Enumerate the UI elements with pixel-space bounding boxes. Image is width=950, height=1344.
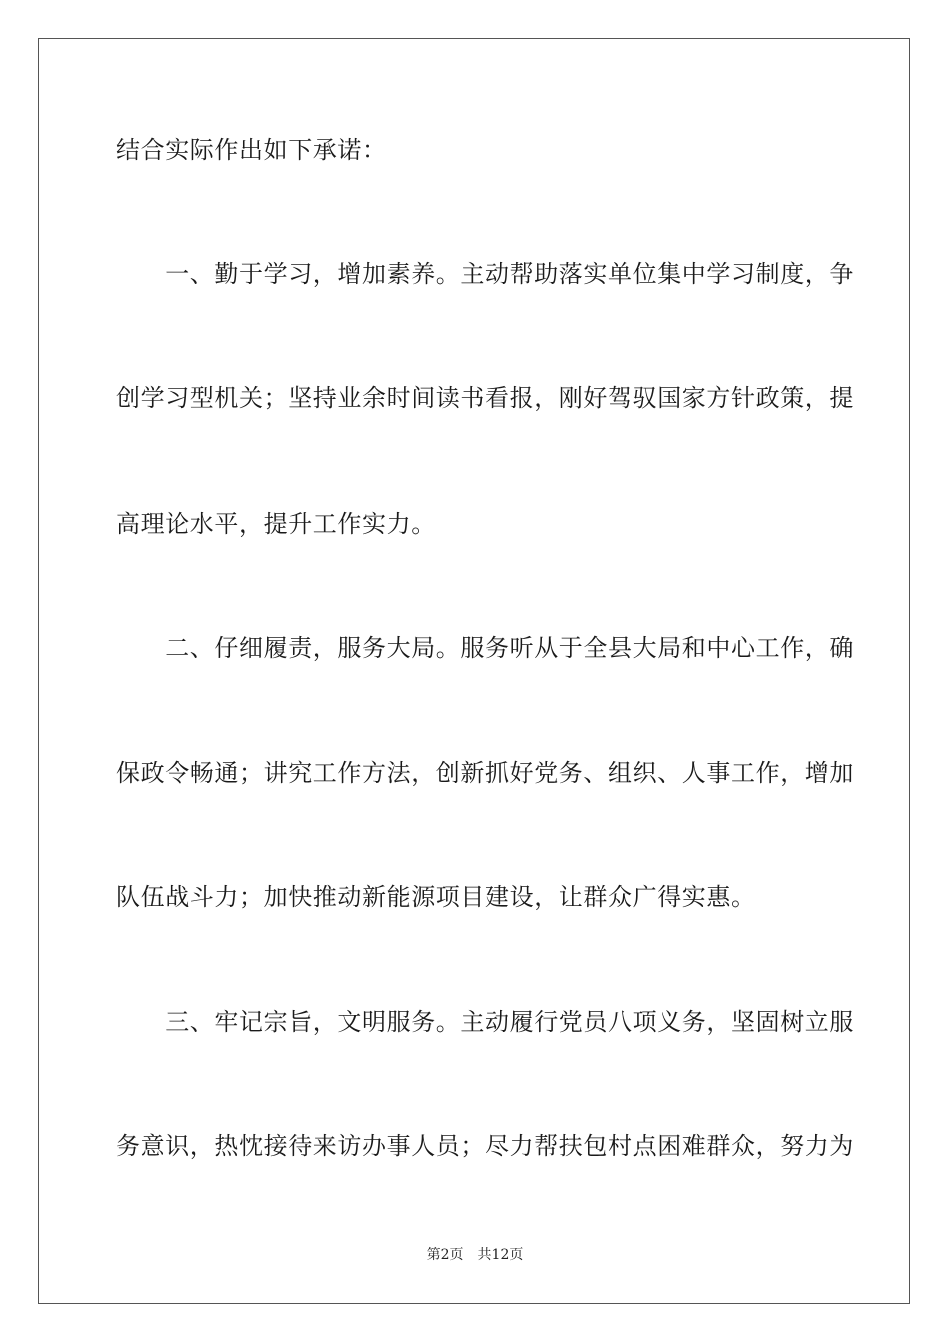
page-total: 共12页 (477, 1247, 524, 1263)
text-line: 三、牢记宗旨，文明服务。主动履行党员八项义务，坚固树立服 (116, 1008, 854, 1036)
text-line: 务意识，热忱接待来访办事人员；尽力帮扶包村点困难群众，努力为 (116, 1132, 854, 1160)
text-line: 二、仔细履责，服务大局。服务听从于全县大局和中心工作，确 (116, 634, 854, 662)
text-line: 保政令畅通；讲究工作方法，创新抓好党务、组织、人事工作，增加 (116, 759, 854, 787)
text-line: 创学习型机关；坚持业余时间读书看报，刚好驾驭国家方针政策，提 (116, 384, 854, 412)
text-line: 高理论水平，提升工作实力。 (116, 510, 436, 538)
page-number: 第2页 (426, 1247, 464, 1263)
text-line: 结合实际作出如下承诺： (116, 136, 387, 164)
text-line: 一、勤于学习，增加素养。主动帮助落实单位集中学习制度，争 (116, 260, 854, 288)
text-line: 队伍战斗力；加快推动新能源项目建设，让群众广得实惠。 (116, 883, 756, 911)
page-footer (0, 1246, 950, 1264)
page-border (38, 38, 910, 1304)
